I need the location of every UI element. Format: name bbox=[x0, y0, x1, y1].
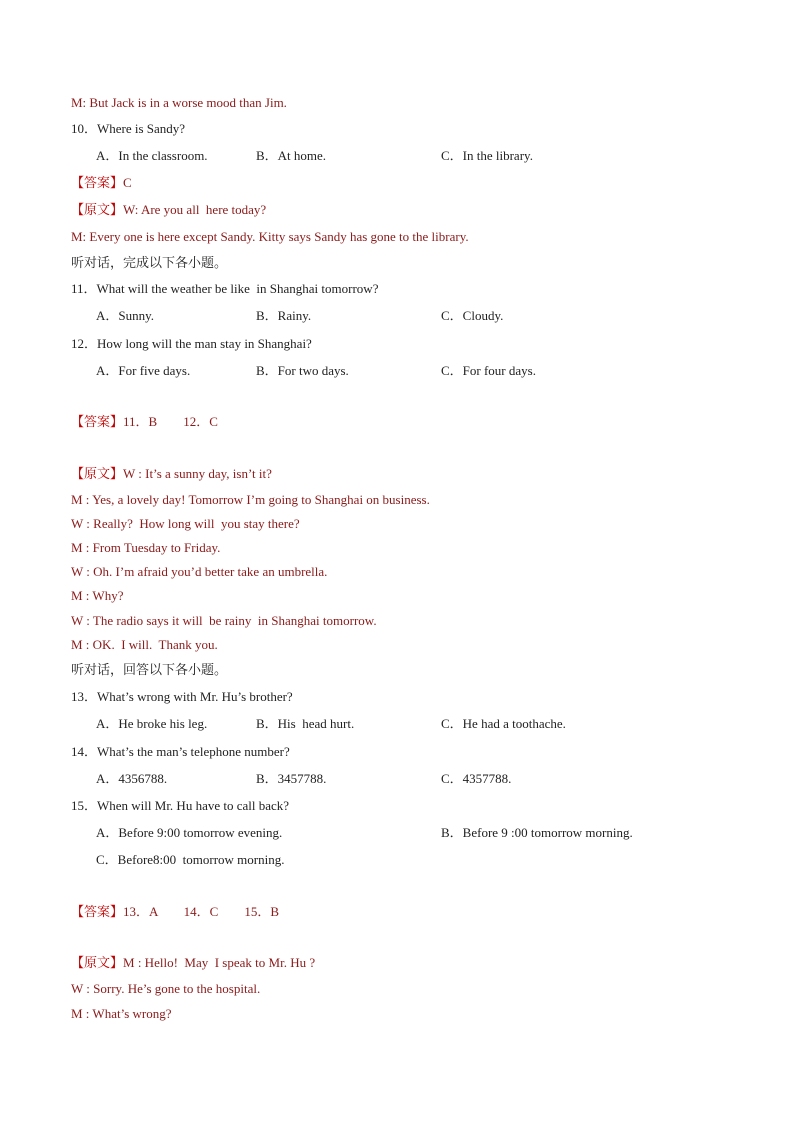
transcript-11-12 bbox=[71, 466, 272, 482]
option-12-b: B．For two days. bbox=[256, 363, 349, 378]
dialogue-line: M: But Jack is in a worse mood than Jim. bbox=[71, 95, 287, 110]
answer-value: C bbox=[123, 175, 132, 190]
option-14-a: A．4356788. bbox=[96, 771, 168, 786]
option-11-c: C．Cloudy. bbox=[441, 308, 504, 323]
transcript-10 bbox=[71, 202, 266, 218]
dialogue-line: M : OK. I will. Thank you. bbox=[71, 637, 218, 652]
dialogue-line: W : Really? How long will you stay there? bbox=[71, 516, 300, 531]
transcript-13-15 bbox=[71, 955, 315, 971]
dialogue-line: W : Sorry. He’s gone to the hospital. bbox=[71, 981, 261, 996]
dialogue-line: W : The radio says it will be rainy in Shanghai tomorrow. bbox=[71, 613, 377, 628]
dialogue-line: M : Why? bbox=[71, 588, 124, 603]
answer-10 bbox=[71, 175, 132, 191]
transcript-text: W: Are you all here today? bbox=[123, 202, 267, 217]
dialogue-line: M : What’s wrong? bbox=[71, 1006, 172, 1021]
question-12: 12．How long will the man stay in Shanghai? bbox=[71, 336, 312, 351]
dialogue-line: M: Every one is here except Sandy. Kitty says Sandy has gone to the library. bbox=[71, 229, 469, 244]
dialogue-line: W : Oh. I’m afraid you’d better take an umbrella. bbox=[71, 564, 328, 579]
option-10-c: C．In the library. bbox=[441, 148, 533, 163]
dialogue-line: M : Yes, a lovely day! Tomorrow I’m going to Shanghai on business. bbox=[71, 492, 430, 507]
transcript-tag: 【原文】 bbox=[71, 466, 124, 481]
question-14: 14．What’s the man’s telephone number? bbox=[71, 744, 290, 759]
option-10-a: A．In the classroom. bbox=[96, 148, 208, 163]
option-15-b: B．Before 9 :00 tomorrow morning. bbox=[441, 825, 633, 840]
option-13-c: C．He had a toothache. bbox=[441, 716, 566, 731]
option-11-a: A．Sunny. bbox=[96, 308, 155, 323]
transcript-tag: 【原文】 bbox=[71, 202, 124, 217]
question-10: 10．Where is Sandy? bbox=[71, 121, 186, 136]
question-11: 11．What will the weather be like in Shanghai tomorrow? bbox=[71, 281, 379, 296]
transcript-text: M : Hello! May I speak to Mr. Hu ? bbox=[123, 955, 316, 970]
option-13-a: A．He broke his leg. bbox=[96, 716, 208, 731]
option-10-b: B．At home. bbox=[256, 148, 327, 163]
answer-tag: 【答案】 bbox=[71, 175, 124, 190]
answer-value: 11．B 12．C bbox=[123, 414, 218, 429]
transcript-text: W : It’s a sunny day, isn’t it? bbox=[123, 466, 272, 481]
option-15-c: C．Before8:00 tomorrow morning. bbox=[96, 852, 285, 867]
answer-tag: 【答案】 bbox=[71, 904, 124, 919]
question-15: 15．When will Mr. Hu have to call back? bbox=[71, 798, 290, 813]
option-14-c: C．4357788. bbox=[441, 771, 512, 786]
option-14-b: B．3457788. bbox=[256, 771, 327, 786]
option-13-b: B．His head hurt. bbox=[256, 716, 355, 731]
answer-11-12 bbox=[71, 414, 218, 430]
option-15-a: A．Before 9:00 tomorrow evening. bbox=[96, 825, 283, 840]
answer-value: 13．A 14．C 15．B bbox=[123, 904, 280, 919]
dialogue-line: M : From Tuesday to Friday. bbox=[71, 540, 221, 555]
instruction: 听对话，完成以下各小题。 bbox=[71, 255, 228, 270]
answer-tag: 【答案】 bbox=[71, 414, 124, 429]
option-12-c: C．For four days. bbox=[441, 363, 536, 378]
answer-13-15 bbox=[71, 904, 279, 920]
question-13: 13．What’s wrong with Mr. Hu’s brother? bbox=[71, 689, 293, 704]
option-12-a: A．For five days. bbox=[96, 363, 191, 378]
instruction: 听对话，回答以下各小题。 bbox=[71, 662, 228, 677]
transcript-tag: 【原文】 bbox=[71, 955, 124, 970]
option-11-b: B．Rainy. bbox=[256, 308, 312, 323]
